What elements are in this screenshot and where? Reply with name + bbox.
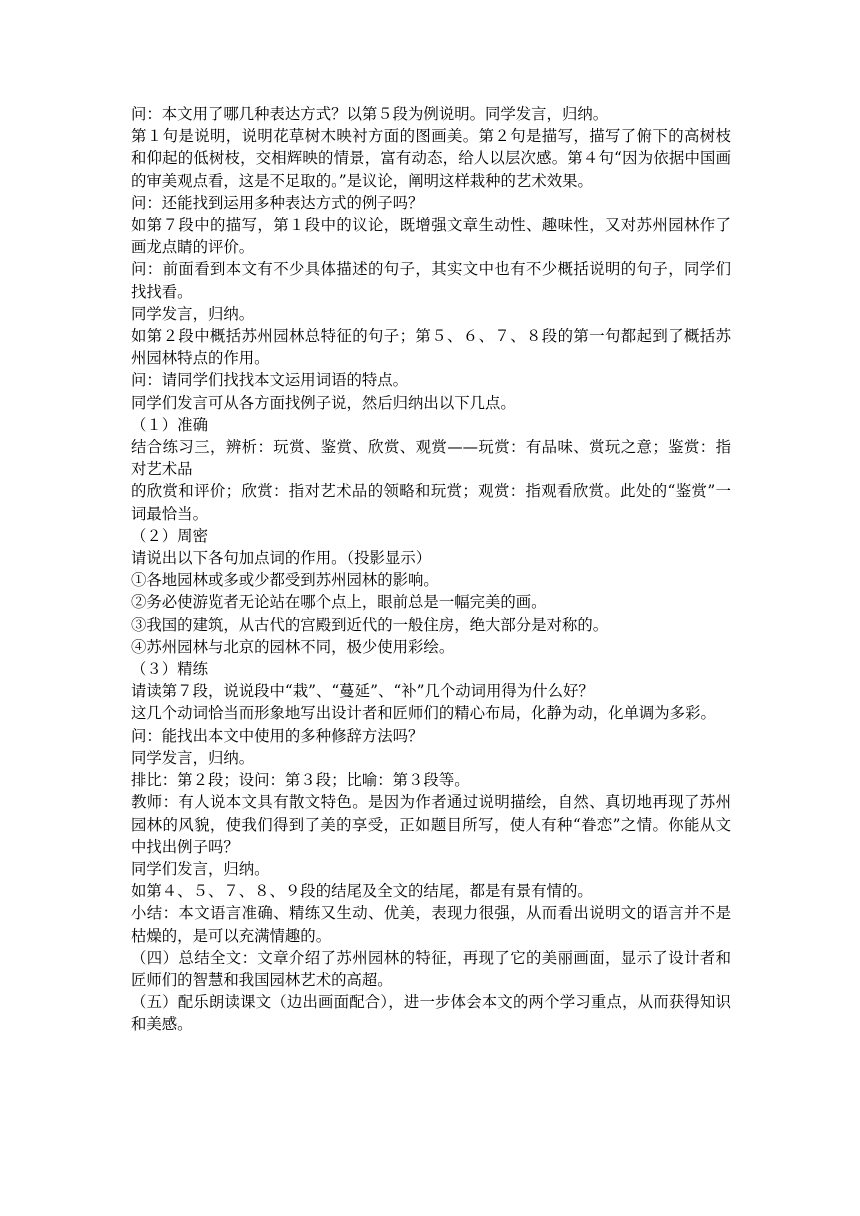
paragraph-section-five-reading: （五）配乐朗读课文（边出画面配合），进一步体会本文的两个学习重点，从而获得知识和美感。 [131, 993, 731, 1034]
example-sentence-three: ③我国的建筑，从古代的宫殿到近代的一般住房，绝大部分是对称的。 [131, 615, 609, 634]
paragraph-conciseness-prompt: 请读第７段，说说段中“栽”、“蔓延”、“补”几个动词用得为什么好？ [131, 682, 594, 701]
paragraph-teacher-prose-style: 教师：有人说本文具有散文特色。是因为作者通过说明描绘，自然、真切地再现了苏州园林的风貌，使我们得到了美的享受，正如题目所写，使人有种“眷恋”之情。你能从文中找出例子吗？ [131, 793, 731, 856]
paragraph-rhetoric-list: 排比：第２段；设问：第３段；比喻：第３段等。 [131, 771, 470, 790]
paragraph-answer-paragraph-seven: 如第７段中的描写，第１段中的议论，既增强文章生动性、趣味性，又对苏州园林作了画龙点睛的评价。 [131, 216, 731, 257]
document-body [131, 103, 731, 1036]
heading-conciseness: （３）精练 [131, 660, 208, 679]
example-sentence-one: ①各地园林或多或少都受到苏州园林的影响。 [131, 571, 439, 590]
paragraph-summary-language: 小结：本文语言准确、精练又生动、优美，表现力很强，从而看出说明文的语言并不是枯燥的，是可以充满情趣的。 [131, 904, 731, 945]
paragraph-precision-prompt: 请说出以下各句加点词的作用。（投影显示） [131, 549, 432, 568]
paragraph-student-examples: 同学们发言可从各方面找例子说，然后归纳出以下几点。 [131, 393, 516, 412]
example-sentence-four: ④苏州园林与北京的园林不同，极少使用彩绘。 [131, 637, 455, 656]
paragraph-student-response-prose: 同学们发言，归纳。 [131, 859, 270, 878]
paragraph-answer-sentence-analysis: 第１句是说明，说明花草树木映衬方面的图画美。第２句是描写，描写了俯下的高树枝和仰起的低树枝，交相辉映的情景，富有动态，给人以层次感。第４句“因为依据中国画的审美观点看，这是不足取的。”是议论，阐明这样栽种的艺术效果。 [131, 127, 731, 190]
paragraph-answer-summary-sentences: 如第２段中概括苏州园林总特征的句子；第５、６、７、８段的第一句都起到了概括苏州园林特点的作用。 [131, 327, 731, 368]
paragraph-conciseness-answer: 这几个动词恰当而形象地写出设计者和匠师们的精心布局，化静为动，化单调为多彩。 [131, 704, 716, 723]
paragraph-question-expression-modes: 问：本文用了哪几种表达方式？以第５段为例说明。同学发言，归纳。 [131, 105, 609, 123]
paragraph-question-summary-sentences: 问：前面看到本文有不少具体描述的句子，其实文中也有不少概括说明的句子，同学们找找看。 [131, 260, 731, 301]
example-sentence-two: ②务必使游览者无论站在哪个点上，眼前总是一幅完美的画。 [131, 593, 547, 612]
paragraph-question-rhetoric: 问：能找出本文中使用的多种修辞方法吗？ [131, 726, 424, 745]
paragraph-question-word-usage: 问：请同学们找找本文运用词语的特点。 [131, 371, 409, 390]
heading-precision: （２）周密 [131, 526, 208, 545]
paragraph-student-response-rhetoric: 同学发言，归纳。 [131, 748, 255, 767]
paragraph-accuracy-part-two: 的欣赏和评价；欣赏：指对艺术品的领略和玩赏；观赏：指观看欣赏。此处的“鉴赏”一词最恰当。 [131, 482, 731, 523]
paragraph-accuracy-part-one: 结合练习三，辨析：玩赏、鉴赏、欣赏、观赏——玩赏：有品味、赏玩之意；鉴赏：指对艺术品 [131, 438, 731, 479]
paragraph-question-more-examples: 问：还能找到运用多种表达方式的例子吗？ [131, 193, 424, 212]
heading-accuracy: （１）准确 [131, 415, 208, 434]
paragraph-student-response: 同学发言，归纳。 [131, 304, 255, 323]
paragraph-prose-examples: 如第４、５、７、８、９段的结尾及全文的结尾，都是有景有情的。 [131, 882, 593, 901]
paragraph-section-four-conclusion: （四）总结全文：文章介绍了苏州园林的特征，再现了它的美丽画面，显示了设计者和匠师们的智慧和我国园林艺术的高超。 [131, 948, 731, 989]
